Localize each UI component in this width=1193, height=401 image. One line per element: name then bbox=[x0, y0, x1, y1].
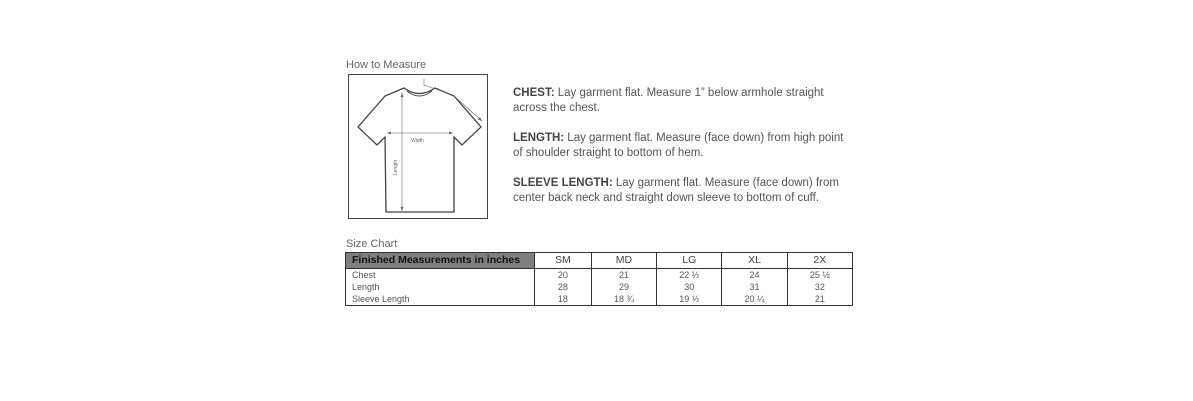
how-to-measure-title: How to Measure bbox=[346, 59, 427, 71]
length-label: Length bbox=[393, 159, 399, 175]
cell: 25 ½ bbox=[787, 269, 852, 282]
row-label: Length bbox=[346, 281, 535, 293]
cell: 24 bbox=[722, 269, 787, 282]
tshirt-icon bbox=[349, 75, 489, 220]
size-2x: 2X bbox=[787, 253, 852, 269]
cell: 19 ½ bbox=[657, 293, 722, 306]
size-chart-title: Size Chart bbox=[346, 238, 398, 250]
size-sm: SM bbox=[535, 253, 592, 269]
tshirt-diagram bbox=[348, 74, 488, 219]
table-row bbox=[346, 269, 853, 282]
sleeve-length-instruction: SLEEVE LENGTH: Lay garment flat. Measure (face down) from center back neck and straight down sleeve to bottom of cuff. bbox=[513, 177, 839, 204]
size-xl: XL bbox=[722, 253, 787, 269]
cell: 22 ½ bbox=[657, 269, 722, 282]
header-label: Finished Measurements in inches bbox=[346, 253, 535, 269]
row-label: Sleeve Length bbox=[346, 293, 535, 306]
cell: 21 bbox=[787, 293, 852, 306]
size-md: MD bbox=[591, 253, 656, 269]
cell: 28 bbox=[535, 281, 592, 293]
table-row bbox=[346, 293, 853, 306]
row-label: Chest bbox=[346, 269, 535, 282]
size-header-row bbox=[346, 253, 853, 269]
chest-instruction: CHEST: Lay garment flat. Measure 1” below armhole straight across the chest. bbox=[513, 87, 824, 114]
cell: 29 bbox=[591, 281, 656, 293]
size-lg: LG bbox=[657, 253, 722, 269]
cell: 20 bbox=[535, 269, 592, 282]
length-instruction: LENGTH: Lay garment flat. Measure (face down) from high point of shoulder straight to bottom of hem. bbox=[513, 132, 844, 159]
cell: 20 ¼ bbox=[722, 293, 787, 306]
width-label: Width bbox=[411, 138, 424, 144]
cell: 18 ¾ bbox=[591, 293, 656, 306]
cell: 18 bbox=[535, 293, 592, 306]
cell: 32 bbox=[787, 281, 852, 293]
cell: 21 bbox=[591, 269, 656, 282]
cell: 31 bbox=[722, 281, 787, 293]
cell: 30 bbox=[657, 281, 722, 293]
size-chart-table bbox=[345, 252, 853, 306]
measure-instructions bbox=[513, 86, 853, 221]
table-row bbox=[346, 281, 853, 293]
